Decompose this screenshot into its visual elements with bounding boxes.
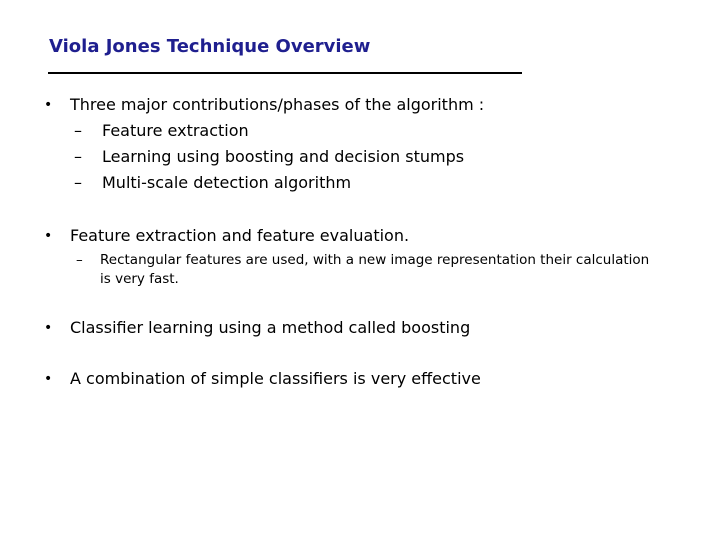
dash-icon: –: [74, 147, 82, 166]
slide-title: Viola Jones Technique Overview: [49, 36, 371, 57]
bullet-text: Feature extraction and feature evaluation.: [70, 226, 410, 245]
bullet-text: A combination of simple classifiers is very effective: [70, 369, 481, 388]
sub-item-text: Learning using boosting and decision stumps: [102, 147, 465, 166]
dash-icon: –: [76, 252, 83, 268]
sub-item-text: Rectangular features are used, with a new image representation their calculation is very fast.: [100, 252, 650, 287]
bullet-icon: •: [44, 228, 53, 244]
bullet-icon: •: [44, 371, 53, 387]
title-underline: [48, 72, 522, 74]
dash-icon: –: [74, 173, 82, 192]
dash-icon: –: [74, 121, 82, 140]
bullet-icon: •: [44, 320, 53, 336]
bullet-icon: •: [44, 97, 53, 113]
sub-item-text: Feature extraction: [102, 121, 249, 140]
bullet-text: Three major contributions/phases of the algorithm :: [70, 95, 485, 114]
bullet-text: Classifier learning using a method called boosting: [70, 318, 471, 337]
sub-item-text: Multi-scale detection algorithm: [102, 173, 352, 192]
